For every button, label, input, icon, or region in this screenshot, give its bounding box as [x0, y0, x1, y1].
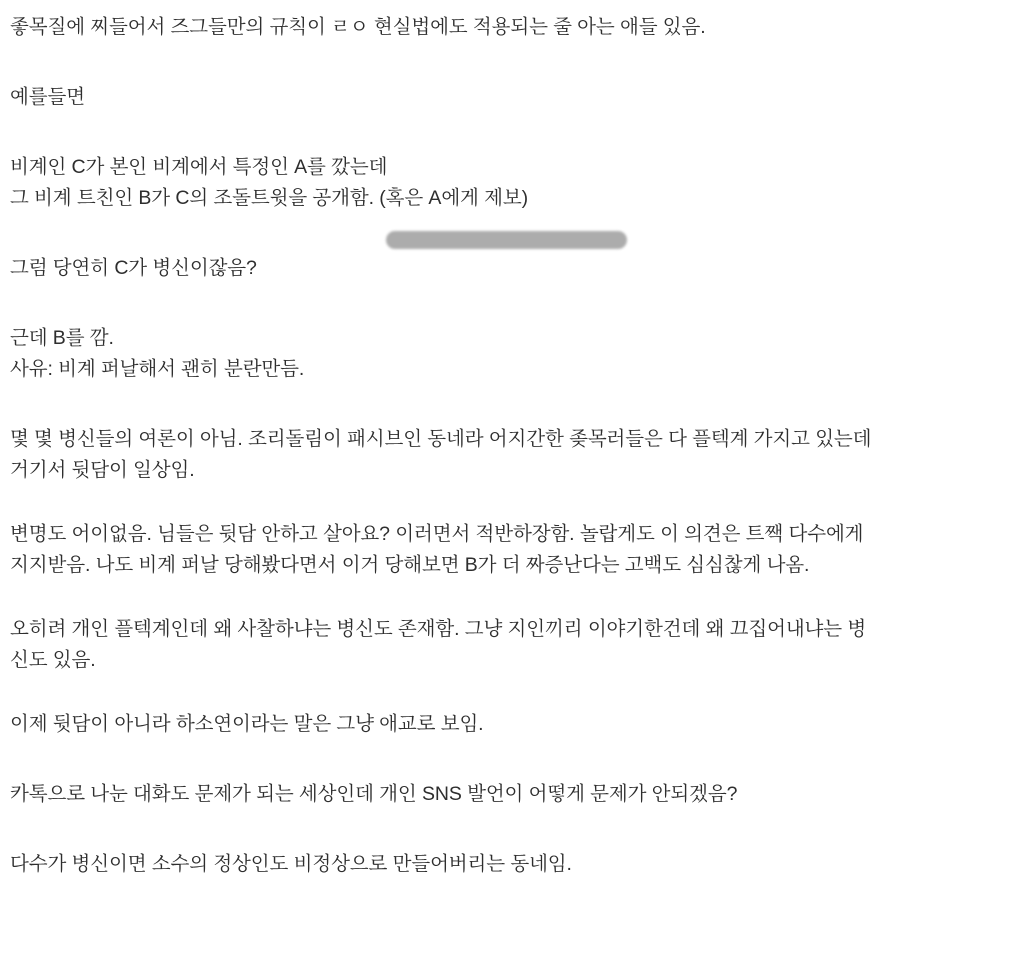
text-line: 변명도 어이없음. 님들은 뒷담 안하고 살아요? 이러면서 적반하장함. 놀랍게도 이 의견은 트짹 다수에게 [10, 523, 864, 545]
text-line: 거기서 뒷담이 일상임. [10, 459, 195, 481]
paragraph-2 [10, 82, 1010, 113]
paragraph-8 [10, 614, 1010, 676]
text-line: 사유: 비계 퍼날해서 괜히 분란만듬. [10, 358, 305, 380]
redaction-bar [386, 231, 627, 249]
text-line: 근데 B를 깜. [10, 327, 114, 349]
paragraph-spacer [10, 43, 1010, 82]
paragraph-3 [10, 152, 1010, 214]
text-line: 예를들면 [10, 86, 85, 108]
paragraph-4 [10, 253, 1010, 284]
text-line: 오히려 개인 플텍계인데 왜 사찰하냐는 병신도 존재함. 그냥 지인끼리 이야기한건데 왜 끄집어내냐는 병 [10, 618, 867, 640]
text-line: 이제 뒷담이 아니라 하소연이라는 말은 그냥 애교로 보임. [10, 713, 484, 735]
text-line: 카톡으로 나눈 대화도 문제가 되는 세상인데 개인 SNS 발언이 어떻게 문제가 안되겠음? [10, 783, 738, 805]
text-line: 지지받음. 나도 비계 퍼날 당해봤다면서 이거 당해보면 B가 더 짜증난다는 고백도 심심찮게 나옴. [10, 554, 810, 576]
text-line: 그 비계 트친인 B가 C의 조돌트윗을 공개함. (혹은 A에게 제보) [10, 187, 528, 209]
text-line: 신도 있음. [10, 649, 96, 671]
paragraph-1 [10, 12, 1010, 43]
paragraph-spacer [10, 581, 1010, 614]
paragraph-spacer [10, 486, 1010, 519]
paragraph-6 [10, 424, 1010, 486]
text-line: 다수가 병신이면 소수의 정상인도 비정상으로 만들어버리는 동네임. [10, 853, 572, 875]
paragraph-5 [10, 323, 1010, 385]
paragraph-spacer [10, 284, 1010, 323]
text-line: 그럼 당연히 C가 병신이잖음? [10, 257, 257, 279]
paragraph-spacer [10, 385, 1010, 424]
text-line: 비계인 C가 본인 비계에서 특정인 A를 깠는데 [10, 156, 388, 178]
text-line: 몇 몇 병신들의 여론이 아님. 조리돌림이 패시브인 동네라 어지간한 좆목러들은 다 플텍계 가지고 있는데 [10, 428, 872, 450]
paragraph-spacer [10, 740, 1010, 779]
paragraph-spacer [10, 676, 1010, 709]
paragraph-10 [10, 779, 1010, 810]
text-line: 좋목질에 찌들어서 즈그들만의 규칙이 ㄹㅇ 현실법에도 적용되는 줄 아는 애들 있음. [10, 16, 706, 38]
paragraph-11 [10, 849, 1010, 880]
paragraph-9 [10, 709, 1010, 740]
paragraph-7 [10, 519, 1010, 581]
paragraph-spacer [10, 810, 1010, 849]
paragraph-spacer [10, 113, 1010, 152]
